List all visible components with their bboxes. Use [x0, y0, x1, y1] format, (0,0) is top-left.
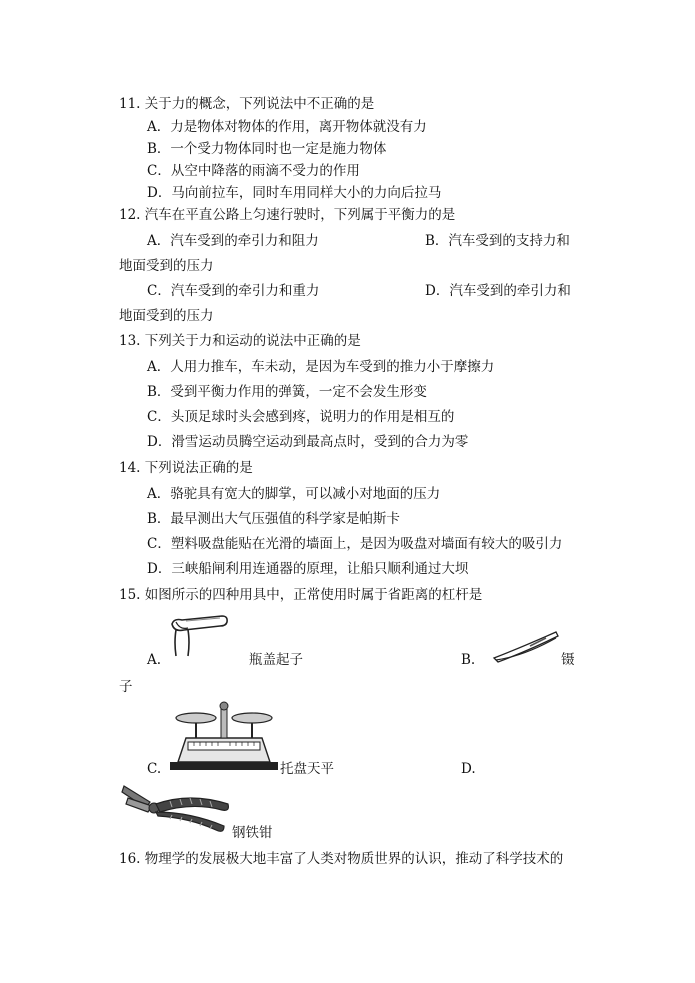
question-12-stem: 12. 汽车在平直公路上匀速行驶时，下列属于平衡力的是	[119, 207, 456, 223]
question-14-stem: 14. 下列说法正确的是	[119, 460, 253, 476]
question-14-option-a: A．骆驼具有宽大的脚掌，可以减小对地面的压力	[147, 486, 441, 502]
question-14-option-b: B．最早测出大气压强值的科学家是帕斯卡	[147, 511, 400, 527]
question-11-option-b: B．一个受力物体同时也一定是施力物体	[147, 141, 387, 157]
question-15-option-a-name: 瓶盖起子	[249, 652, 303, 668]
tweezers-icon	[490, 626, 562, 666]
question-14-option-c: C．塑料吸盘能贴在光滑的墙面上，是因为吸盘对墙面有较大的吸引力	[147, 536, 563, 552]
question-15-option-b-name-part2: 子	[119, 679, 133, 695]
question-13-option-c: C．头顶足球时头会感到疼，说明力的作用是相互的	[147, 409, 455, 425]
question-15-option-c-letter: C.	[147, 761, 162, 777]
question-13-option-b: B．受到平衡力作用的弹簧，一定不会发生形变	[147, 384, 427, 400]
question-15-option-a-letter: A.	[147, 652, 162, 668]
question-11-stem: 11. 关于力的概念，下列说法中不正确的是	[119, 96, 375, 112]
balance-scale-icon	[168, 700, 280, 772]
question-11-option-d: D．马向前拉车，同时车用同样大小的力向后拉马	[147, 185, 442, 201]
question-14-option-d: D．三峡船闸利用连通器的原理，让船只顺利通过大坝	[147, 561, 469, 577]
question-13-stem: 13. 下列关于力和运动的说法中正确的是	[119, 333, 361, 349]
bottle-opener-icon	[168, 612, 230, 658]
question-12-option-a: A．汽车受到的牵引力和阻力	[147, 233, 319, 249]
question-12-option-b-continued: 地面受到的压力	[119, 258, 214, 274]
question-13-option-a: A．人用力推车，车未动，是因为车受到的推力小于摩擦力	[147, 359, 495, 375]
question-13-option-d: D．滑雪运动员腾空运动到最高点时，受到的合力为零	[147, 434, 469, 450]
question-16-stem: 16. 物理学的发展极大地丰富了人类对物质世界的认识，推动了科学技术的	[119, 851, 564, 867]
pliers-icon	[120, 782, 232, 834]
question-15-option-b-name-part1: 镊	[561, 652, 575, 668]
question-15-stem: 15. 如图所示的四种用具中，正常使用时属于省距离的杠杆是	[119, 587, 483, 603]
question-12-option-d: D．汽车受到的牵引力和	[425, 283, 571, 299]
question-11-option-a: A．力是物体对物体的作用，离开物体就没有力	[147, 119, 427, 135]
question-15-option-c-name: 托盘天平	[280, 761, 334, 777]
question-12-option-d-continued: 地面受到的压力	[119, 308, 214, 324]
question-12-option-c: C．汽车受到的牵引力和重力	[147, 283, 320, 299]
question-12-option-b: B．汽车受到的支持力和	[425, 233, 570, 249]
question-15-option-b-letter: B.	[461, 652, 476, 668]
question-11-option-c: C．从空中降落的雨滴不受力的作用	[147, 163, 360, 179]
question-15-option-d-name: 钢铁钳	[232, 825, 273, 841]
question-15-option-d-letter: D.	[461, 761, 476, 777]
